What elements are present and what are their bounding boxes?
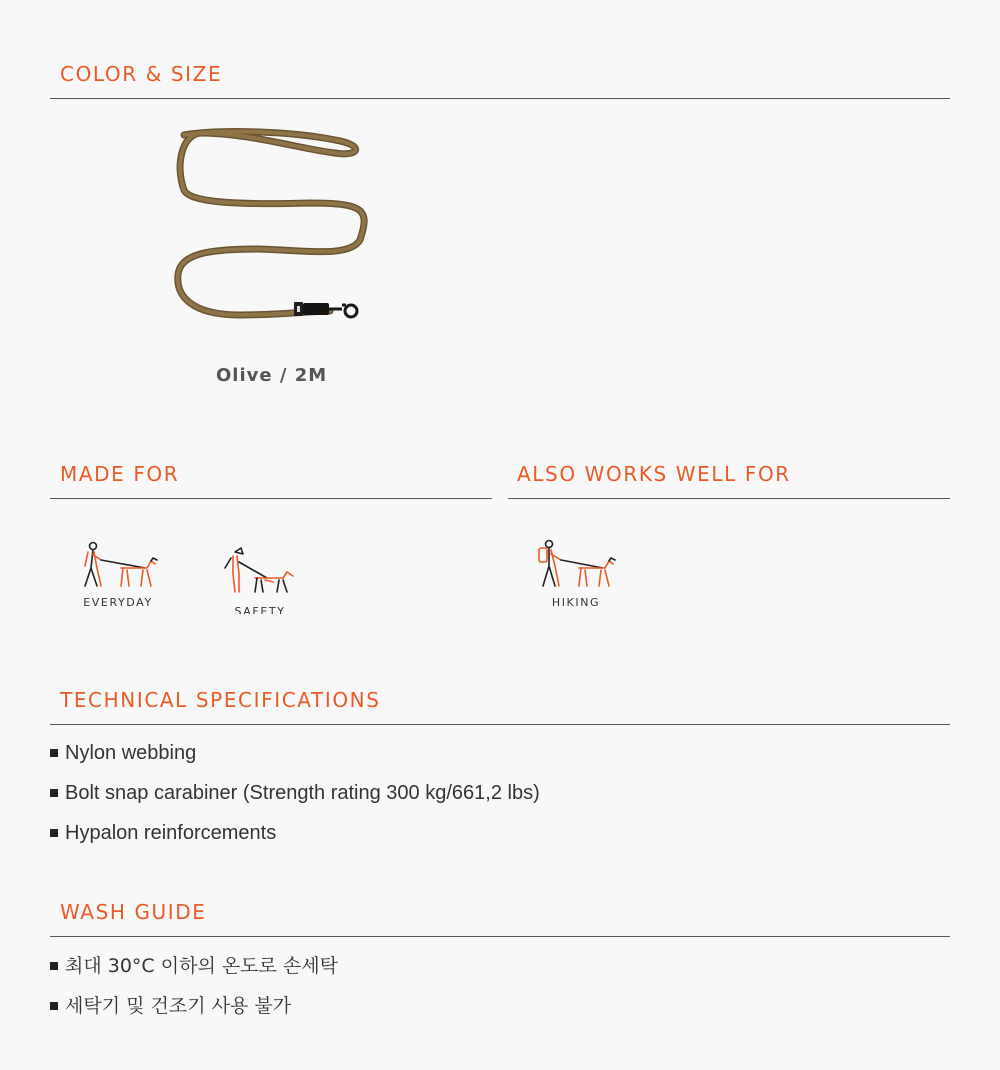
- product-caption: Olive / 2M: [216, 365, 328, 386]
- wash-list: [50, 946, 338, 1026]
- made-for-title: MADE FOR: [60, 462, 180, 486]
- product-card[interactable]: [160, 115, 390, 405]
- carabiner-sleeve: [303, 303, 329, 315]
- color-size-title: COLOR & SIZE: [60, 62, 223, 86]
- bullet-icon: [50, 962, 58, 970]
- bullet-icon: [50, 789, 58, 797]
- activity-label-hiking: HIKING: [551, 596, 601, 609]
- hiking-icon: [521, 534, 631, 594]
- also-works-title: ALSO WORKS WELL FOR: [517, 462, 791, 486]
- wash-text: 최대 30°C 이하의 온도로 손세탁: [65, 955, 338, 977]
- activity-label-everyday: EVERYDAY: [83, 596, 153, 609]
- list-item: [50, 773, 540, 813]
- leash-image: [160, 115, 390, 335]
- made-for-divider: [50, 498, 492, 499]
- activity-everyday[interactable]: [63, 534, 173, 614]
- spec-text: Hypalon reinforcements: [65, 822, 277, 844]
- list-item: [50, 986, 338, 1026]
- spec-text: Bolt snap carabiner (Strength rating 300 kg/661,2 lbs): [65, 782, 540, 804]
- wash-text: 세탁기 및 건조기 사용 불가: [65, 995, 292, 1017]
- spec-text: Nylon webbing: [65, 742, 197, 764]
- wash-divider: [50, 936, 950, 937]
- list-item: [50, 813, 540, 853]
- specs-list: [50, 733, 540, 853]
- list-item: [50, 946, 338, 986]
- also-works-divider: [508, 498, 950, 499]
- activity-label-safety: SAFETY: [234, 605, 286, 614]
- everyday-walk-icon: [63, 534, 173, 594]
- activity-safety[interactable]: [205, 534, 315, 614]
- bullet-icon: [50, 1002, 58, 1010]
- leash-strap: [178, 132, 364, 315]
- bullet-icon: [50, 829, 58, 837]
- activity-hiking[interactable]: [521, 534, 631, 614]
- specs-divider: [50, 724, 950, 725]
- wash-title: WASH GUIDE: [60, 900, 207, 924]
- color-size-divider: [50, 98, 950, 99]
- bullet-icon: [50, 749, 58, 757]
- list-item: [50, 733, 540, 773]
- specs-title: TECHNICAL SPECIFICATIONS: [60, 688, 381, 712]
- safety-icon: [205, 534, 315, 598]
